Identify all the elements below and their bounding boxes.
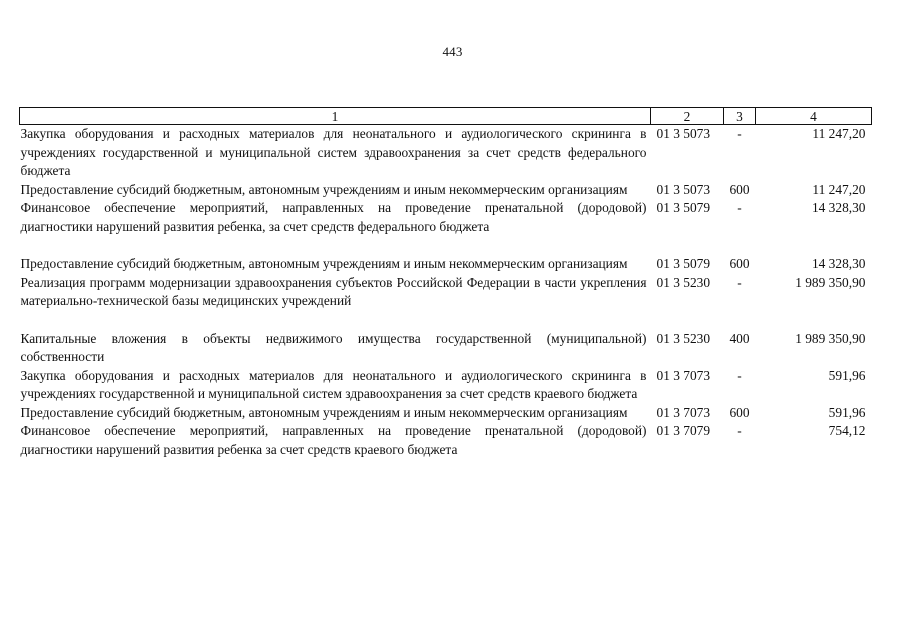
table-row	[20, 255, 872, 274]
table-row	[20, 199, 872, 255]
row-sum: 754,12	[828, 423, 866, 438]
row-code: 01 3 5230	[656, 330, 711, 346]
row-sum: 14 328,30	[811, 256, 866, 271]
row-type: 600	[729, 256, 750, 271]
column-header-sum: 4	[756, 108, 872, 125]
row-code: 01 3 5079	[656, 256, 711, 271]
row-name: Предоставление субсидий бюджетным, автономным учреждениям и иным некоммерческим организациям	[20, 181, 628, 197]
table-row	[20, 330, 872, 367]
row-name: Капитальные вложения в объекты недвижимого имущества государственной (муниципальной) собственности	[20, 330, 647, 364]
row-sum: 591,96	[828, 404, 866, 420]
column-header-type: 3	[724, 108, 756, 125]
table-row	[20, 125, 872, 181]
row-sum: 1 989 350,90	[795, 274, 866, 290]
table-row	[20, 422, 872, 459]
row-type: -	[737, 423, 742, 438]
row-type: 600	[729, 404, 750, 420]
row-type: -	[737, 274, 742, 290]
row-code: 01 3 7073	[656, 367, 711, 383]
row-sum: 14 328,30	[811, 200, 866, 215]
row-code: 01 3 7073	[656, 404, 711, 420]
row-name: Реализация программ модернизации здравоохранения субъектов Российской Федерации в части укрепления материально-технической базы медицинских учреждений	[20, 274, 647, 308]
row-sum: 11 247,20	[812, 181, 866, 197]
row-code: 01 3 5079	[656, 200, 711, 215]
budget-table	[19, 107, 872, 459]
row-code: 01 3 5073	[656, 181, 711, 197]
row-name: Закупка оборудования и расходных материалов для неонатального и аудиологического скрининга в учреждениях государственной и муниципальной систем здравоохранения за счет средств краевого бюджета	[20, 367, 647, 401]
row-type: -	[737, 367, 742, 383]
row-name: Закупка оборудования и расходных материалов для неонатального и аудиологического скрининга в учреждениях государственной и муниципальной систем здравоохранения за счет средств федерального бюджета	[20, 126, 647, 178]
row-code: 01 3 5230	[656, 274, 711, 290]
row-code: 01 3 7079	[656, 423, 711, 438]
row-type: 600	[729, 181, 750, 197]
column-header-code: 2	[651, 108, 724, 125]
row-name: Финансовое обеспечение мероприятий, направленных на проведение пренатальной (дородовой) диагностики нарушений развития ребенка, за счет средств федерального бюджета	[20, 200, 647, 234]
row-sum: 1 989 350,90	[795, 330, 866, 346]
table-row	[20, 274, 872, 330]
row-type: -	[737, 200, 742, 215]
table-row	[20, 367, 872, 404]
column-header-name: 1	[20, 108, 651, 125]
row-sum: 11 247,20	[812, 126, 866, 141]
row-name: Финансовое обеспечение мероприятий, направленных на проведение пренатальной (дородовой) диагностики нарушений развития ребенка за счет средств краевого бюджета	[20, 423, 647, 457]
table-row	[20, 404, 872, 423]
row-name: Предоставление субсидий бюджетным, автономным учреждениям и иным некоммерческим организациям	[20, 404, 628, 420]
page-number: 443	[442, 44, 463, 59]
row-code: 01 3 5073	[656, 126, 711, 141]
row-name: Предоставление субсидий бюджетным, автономным учреждениям и иным некоммерческим организациям	[20, 256, 628, 271]
row-sum: 591,96	[828, 367, 866, 383]
table-row	[20, 181, 872, 200]
row-type: 400	[729, 330, 750, 346]
row-type: -	[737, 126, 742, 141]
table-header-row	[20, 108, 872, 125]
